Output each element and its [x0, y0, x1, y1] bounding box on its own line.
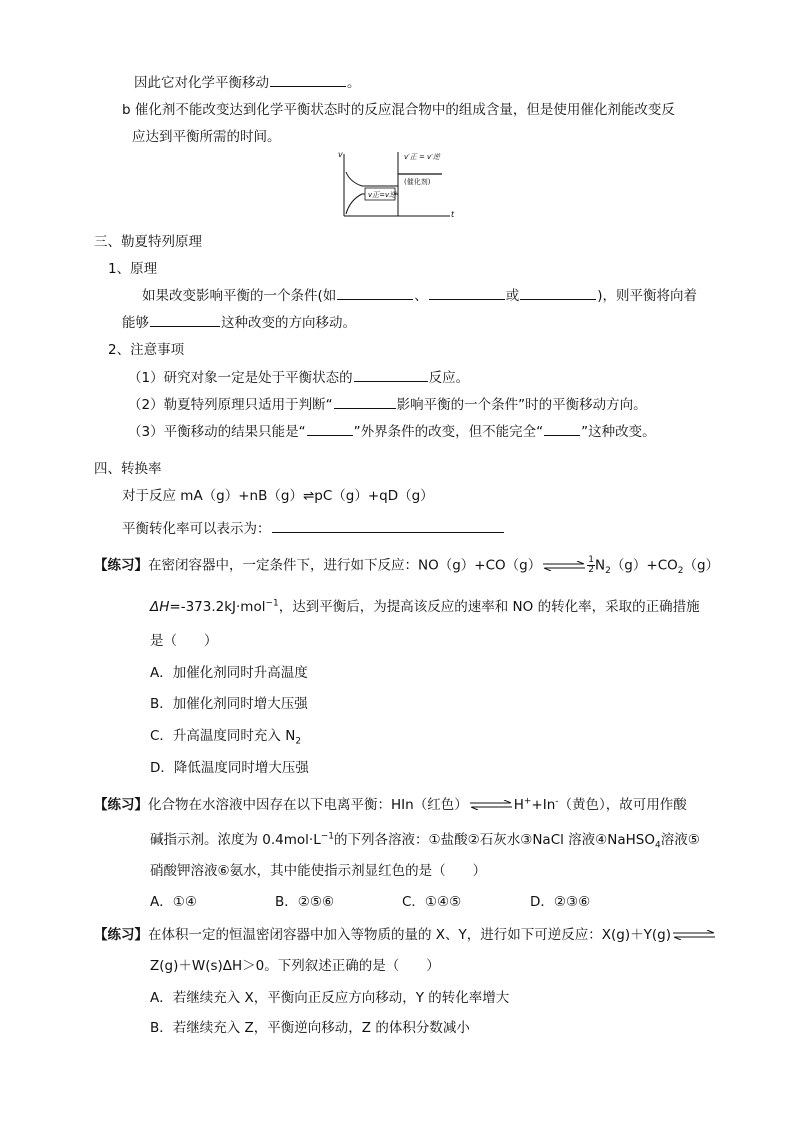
intro-text-end: 。: [347, 75, 361, 91]
equilibrium-arrow-icon: [468, 800, 514, 810]
answer-blank[interactable]: [150, 313, 220, 327]
exercise-1-line-1: [94, 556, 719, 575]
intro-text: 因此它对化学平衡移动: [134, 75, 269, 91]
fraction: [587, 556, 595, 575]
equilibrium-arrow-icon: [671, 930, 717, 940]
exercise-2-line-1: [94, 796, 687, 814]
exercise-3-option-b[interactable]: B．若继续充入 Z，平衡逆向移动，Z 的体积分数减小: [150, 1020, 470, 1036]
text: 溶液⑤: [660, 832, 700, 848]
text: 能够: [122, 315, 149, 331]
answer-blank[interactable]: [354, 368, 428, 382]
note-2: [128, 395, 647, 414]
rate-time-graph: [338, 150, 458, 220]
superscript: +: [523, 796, 532, 807]
text: （3）平衡移动的结果只能是“: [128, 424, 306, 440]
subscript: 4: [654, 840, 661, 851]
text: 的下列各溶液：①盐酸②石灰水③NaCl 溶液④NaHSO: [334, 832, 655, 848]
text: 这种改变的方向移动。: [221, 315, 356, 331]
text: 如果改变影响平衡的一个条件(如: [142, 288, 337, 304]
exercise-tag: 【练习】: [94, 797, 148, 813]
text: +In: [531, 797, 556, 813]
frac-den: 2: [588, 565, 594, 575]
text: ”这种改变。: [581, 424, 656, 440]
text: 碱指示剂。浓度为 0.4mol·L: [150, 832, 321, 848]
answer-blank[interactable]: [334, 395, 396, 409]
catalyst-line-2: 应达到平衡所需的时间。: [132, 129, 281, 145]
answer-blank[interactable]: [337, 286, 413, 300]
exercise-1-line-3: 是（ ）: [150, 633, 218, 649]
superscript: −1: [320, 831, 335, 842]
text: =-373.2kJ·mol: [169, 599, 266, 615]
note-1: [128, 368, 469, 387]
answer-blank[interactable]: [429, 286, 505, 300]
exercise-1-option-d[interactable]: D．降低温度同时增大压强: [150, 760, 309, 776]
exercise-3-line-2: Z(g)＋W(s)ΔH＞0。下列叙述正确的是（ ）: [150, 958, 440, 974]
catalyst-line-1: b 催化剂不能改变达到化学平衡状态时的反应混合物中的组成含量，但是使用催化剂能改变反: [122, 102, 675, 118]
answer-blank[interactable]: [270, 73, 346, 87]
principle-line-2: [122, 313, 356, 332]
text: 、: [414, 288, 428, 304]
text: 反应。: [428, 370, 470, 386]
exercise-2-line-3: 硝酸钾溶液⑥氨水，其中能使指示剂显红色的是（ ）: [150, 863, 487, 879]
text: 化合物在水溶液中因存在以下电离平衡：HIn（红色）: [148, 797, 468, 813]
subscript: 2: [295, 736, 302, 747]
text: 在密闭容器中，一定条件下，进行如下反应：NO（g）+CO（g）: [148, 557, 542, 574]
text: C．升高温度同时充入 N: [150, 728, 296, 744]
text: N: [594, 557, 606, 574]
section-3-sub-1: 1、原理: [108, 261, 158, 277]
exercise-2-line-2: [150, 831, 700, 849]
text: ΔH: [150, 599, 170, 615]
text: （黄色），故可用作酸: [558, 797, 687, 813]
exercise-1-option-c[interactable]: [150, 727, 301, 745]
frac-num: 1: [588, 555, 594, 565]
exercise-1-option-a[interactable]: A．加催化剂同时升高温度: [150, 665, 308, 681]
subscript: 2: [677, 566, 684, 577]
section-3-heading: 三、勒夏特列原理: [94, 234, 202, 250]
text: （1）研究对象一定是处于平衡状态的: [128, 370, 353, 386]
text: )，则平衡将向着: [597, 288, 698, 304]
section-3-sub-2: 2、注意事项: [108, 342, 185, 358]
label-catalyst: (催化剂): [404, 178, 431, 186]
section-4-heading: 四、转换率: [94, 461, 162, 477]
exercise-3-option-a[interactable]: A．若继续充入 X，平衡向正反应方向移动，Y 的转化率增大: [150, 990, 510, 1006]
exercise-2-option-c[interactable]: C．①④⑤: [402, 894, 462, 910]
axis-v-label: v: [338, 150, 343, 159]
equilibrium-arrow-icon: [541, 561, 587, 571]
intro-line-1: [134, 73, 361, 92]
reaction-equation: 对于反应 mA（g）+nB（g）⇌pC（g）+qD（g）: [122, 488, 434, 504]
note-3: [128, 422, 656, 441]
superscript: −1: [265, 598, 279, 609]
exercise-2-option-a[interactable]: A．①④: [150, 894, 197, 910]
superscript: -: [555, 796, 559, 807]
subscript: 2: [605, 566, 611, 577]
conversion-rate-line: [122, 519, 505, 538]
text: （g）: [683, 557, 720, 574]
principle-line-1: [142, 286, 697, 305]
exercise-tag: 【练习】: [94, 557, 148, 574]
answer-blank[interactable]: [272, 519, 504, 533]
exercise-tag: 【练习】: [94, 927, 148, 943]
text: 影响平衡的一个条件”时的平衡移动方向。: [396, 397, 647, 413]
axis-t-label: t: [451, 210, 455, 219]
text: 或: [505, 288, 520, 304]
rate-time-figure: [338, 150, 458, 220]
exercise-3-line-1: [94, 926, 717, 944]
answer-blank[interactable]: [307, 422, 353, 436]
text: 平衡转化率可以表示为：: [122, 521, 271, 537]
exercise-2-option-d[interactable]: D．②③⑥: [530, 894, 591, 910]
text: ，达到平衡后，为提高该反应的速率和 NO 的转化率，采取的正确措施: [278, 599, 700, 615]
exercise-1-option-b[interactable]: B．加催化剂同时增大压强: [150, 696, 308, 712]
text: 在体积一定的恒温密闭容器中加入等物质的量的 X、Y，进行如下可逆反应：X(g)＋Y(g): [148, 927, 671, 943]
exercise-1-line-2: [150, 598, 700, 616]
text: （g）+CO: [610, 557, 678, 574]
exercise-2-option-b[interactable]: B．②⑤⑥: [275, 894, 335, 910]
label-equal-rates: v正=v逆: [368, 191, 397, 199]
answer-blank[interactable]: [544, 422, 580, 436]
text: （2）勒夏特列原理只适用于判断“: [128, 397, 333, 413]
answer-blank[interactable]: [520, 286, 596, 300]
text: H: [513, 797, 524, 813]
label-new-rates: v′正 = v′逆: [404, 153, 440, 161]
text: ”外界条件的改变，但不能完全“: [353, 424, 544, 440]
